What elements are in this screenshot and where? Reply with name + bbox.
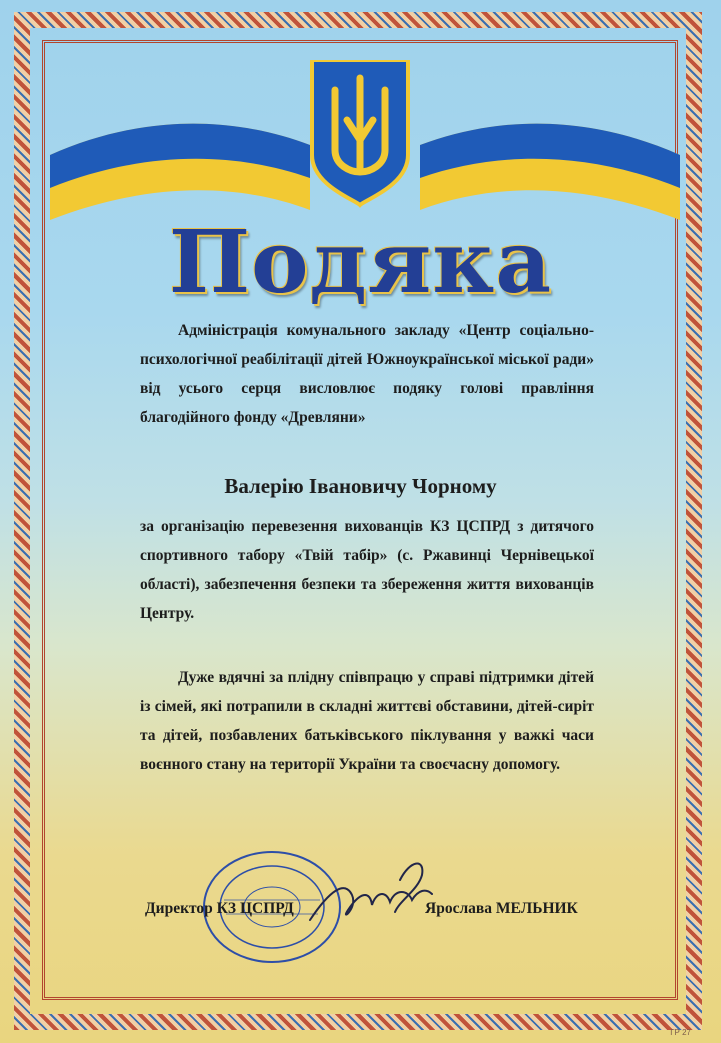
- ukrainian-flag-ribbon: [50, 60, 680, 230]
- trident-coat-of-arms-icon: [312, 60, 408, 205]
- paragraph-reason: за організацію перевезення вихованців КЗ ЦСПРД з дитячого спортивного табору «Твій табір» (с. Ржавинці Чернівецької області), забезпечення безпеки та збереження життя вихованців Центру.: [140, 518, 594, 622]
- recipient-name: Валерію Івановичу Чорному: [224, 474, 497, 498]
- paragraph-gratitude: Дуже вдячні за плідну співпрацю у справі підтримки дітей із сімей, які потрапили в складні життєві обставини, дітей-сиріт та дітей, позбавлених батьківського піклування у важкі часи воєнного стану на території України та своєчасну допомогу.: [140, 669, 594, 773]
- paragraph-intro: Адміністрація комунального закладу «Центр соціально-психологічної реабілітації дітей Южноукраїнської міської ради» від усього серця висловлює подяку голові правління благодійного фонду «Древляни»: [140, 322, 594, 426]
- signer-name: Ярослава МЕЛЬНИК: [425, 900, 578, 917]
- signer-position: Директор КЗ ЦСПРД: [145, 900, 294, 917]
- print-code: ГР 27: [670, 1028, 691, 1037]
- certificate-title: Подяка: [168, 212, 553, 313]
- handwritten-signature: [300, 850, 440, 940]
